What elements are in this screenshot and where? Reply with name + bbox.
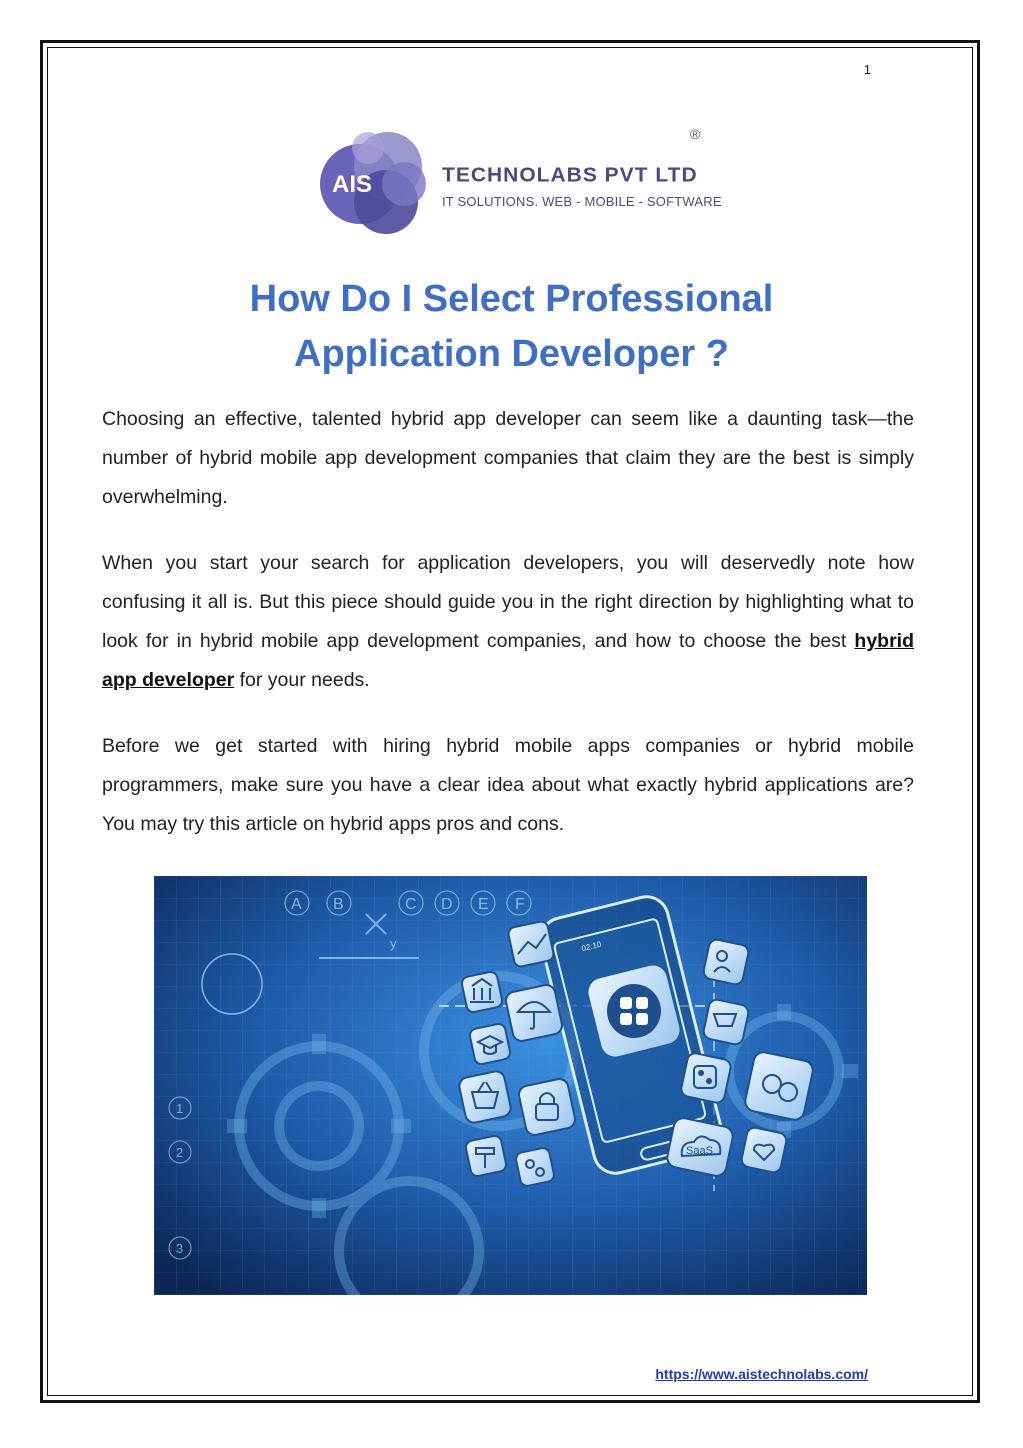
bank-icon <box>461 971 504 1014</box>
settings-keys-icon <box>515 1147 555 1187</box>
title-line-2: Application Developer ? <box>294 333 729 375</box>
hybrid-app-developer-link[interactable]: hybrid app developer <box>102 630 914 691</box>
grid-letter: A <box>291 896 302 913</box>
heart-icon <box>740 1126 787 1173</box>
hammer-icon <box>465 1135 508 1178</box>
lock-icon <box>517 1077 576 1136</box>
page-number: 1 <box>863 62 871 77</box>
grid-number: 2 <box>176 1145 184 1160</box>
phone-clock: 02:10 <box>580 939 603 954</box>
company-logo <box>316 126 722 242</box>
registered-mark: ® <box>690 126 701 142</box>
ais-logo-text: AIS <box>332 171 373 198</box>
umbrella-icon <box>504 983 563 1042</box>
dice-icon <box>680 1052 732 1104</box>
search-paragraph-text-start: When you start your search for application developers, you will deservedly note how confusing it all is. But this piece should guide you in the right direction by highlighting what to look for in hybrid mobile app development companies, and how to choose the best <box>102 552 914 652</box>
intro-paragraph: Choosing an effective, talented hybrid app developer can seem like a daunting task—the number of hybrid mobile app development companies that claim they are the best is simply overwhelming. <box>102 408 914 508</box>
title-line-1: How Do I Select Professional <box>249 278 774 320</box>
chart-trend-icon <box>507 920 554 967</box>
page-title <box>100 272 923 382</box>
search-paragraph-text-end: for your needs. <box>234 669 370 691</box>
grid-number: 3 <box>176 1241 184 1256</box>
grid-letter: B <box>333 896 344 913</box>
ais-logo-mark <box>316 126 436 242</box>
grid-letter: D <box>441 896 453 913</box>
hybrid-app-illustration <box>154 876 867 1295</box>
before-start-paragraph: Before we get started with hiring hybrid mobile apps companies or hybrid mobile programmers, make sure you have a clear idea about what exactly hybrid applications are? You may try this article on hybrid apps pros and cons. <box>102 735 914 835</box>
company-tagline: IT SOLUTIONS. WEB - MOBILE - SOFTWARE <box>442 194 722 209</box>
grid-letter: E <box>478 896 489 913</box>
graduation-cap-icon <box>469 1023 512 1066</box>
website-link[interactable]: https://www.aistechnolabs.com/ <box>655 1366 868 1382</box>
grid-letter: F <box>515 896 525 913</box>
contacts-icon <box>702 938 749 985</box>
money-exchange-icon <box>743 1050 814 1121</box>
grid-letter: C <box>405 896 417 913</box>
company-name: TECHNOLABS PVT LTD <box>442 164 698 187</box>
search-paragraph <box>102 544 914 700</box>
svg-text:SaaS: SaaS <box>686 1145 713 1157</box>
shopping-basket-icon <box>458 1070 513 1125</box>
grid-number: 1 <box>176 1101 184 1116</box>
cart-icon <box>702 998 749 1045</box>
axis-y-label: y <box>390 936 397 951</box>
